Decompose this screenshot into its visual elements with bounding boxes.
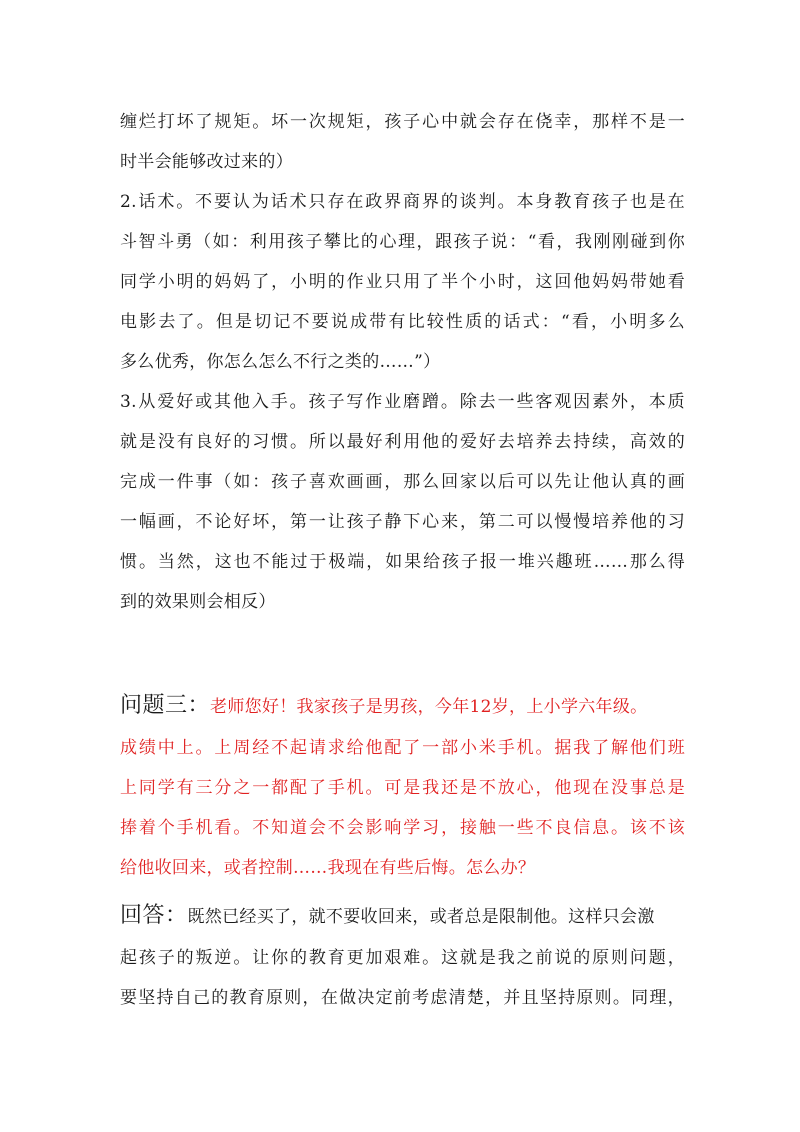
question-text: 老师您好！我家孩子是男孩，今年12岁，上小学六年级。 (210, 697, 648, 717)
paragraph-line: 缠烂打坏了规矩。坏一次规矩，孩子心中就会存在侥幸，那样不是一 (120, 112, 685, 132)
paragraph-line: 同学小明的妈妈了，小明的作业只用了半个小时，这回他妈妈带她看 (120, 272, 685, 292)
paragraph-line: 多么优秀，你怎么怎么不行之类的……”） (120, 352, 441, 372)
answer-first-line (120, 904, 685, 929)
paragraph-line: 一幅画，不论好坏，第一让孩子静下心来，第二可以慢慢培养他的习 (120, 512, 685, 532)
answer-line: 起孩子的叛逆。让你的教育更加艰难。这就是我之前说的原则问题， (120, 948, 685, 968)
question-line: 给他收回来，或者控制……我现在有些后悔。怎么办？ (120, 858, 536, 878)
paragraph-line: 完成一件事（如：孩子喜欢画画，那么回家以后可以先让他认真的画 (120, 472, 685, 492)
paragraph-line: 电影去了。但是切记不要说成带有比较性质的话式：“看，小明多么 (120, 312, 685, 332)
question-line: 捧着个手机看。不知道会不会影响学习，接触一些不良信息。该不该 (120, 818, 685, 838)
question-line: 上同学有三分之一都配了手机。可是我还是不放心，他现在没事总是 (120, 778, 685, 798)
question-first-line (120, 694, 685, 719)
paragraph-line: 时半会能够改过来的） (120, 152, 293, 172)
paragraph-line: 斗智斗勇（如：利用孩子攀比的心理，跟孩子说：“看，我刚刚碰到你 (120, 232, 685, 252)
question-line: 成绩中上。上周经不起请求给他配了一部小米手机。据我了解他们班 (120, 738, 685, 758)
paragraph-line: 惯。当然，这也不能过于极端，如果给孩子报一堆兴趣班……那么得 (120, 552, 685, 572)
answer-text: 既然已经买了，就不要收回来，或者总是限制他。这样只会激 (187, 907, 655, 927)
paragraph-line: 3.从爱好或其他入手。孩子写作业磨蹭。除去一些客观因素外，本质 (120, 392, 685, 412)
answer-label: 回答： (120, 903, 188, 928)
paragraph-line: 到的效果则会相反） (120, 592, 276, 612)
answer-line: 要坚持自己的教育原则，在做决定前考虑清楚，并且坚持原则。同理， (120, 988, 685, 1008)
paragraph-line: 2.话术。不要认为话术只存在政界商界的谈判。本身教育孩子也是在 (120, 192, 685, 212)
question-label: 问题三： (120, 693, 211, 718)
paragraph-line: 就是没有良好的习惯。所以最好利用他的爱好去培养去持续，高效的 (120, 432, 685, 452)
